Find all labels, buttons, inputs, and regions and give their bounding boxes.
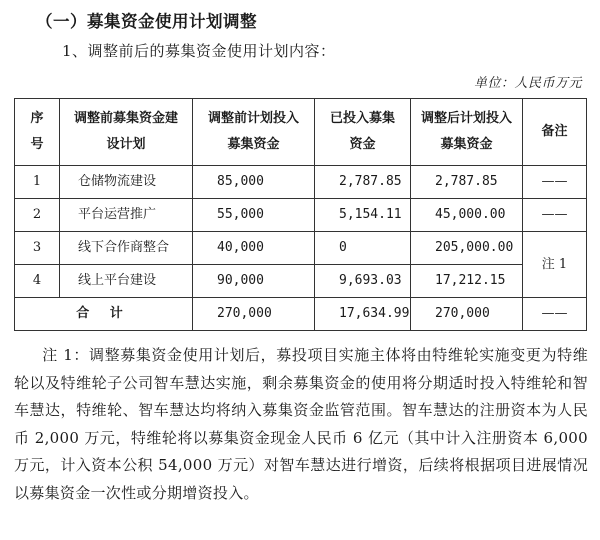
cell-invested: 0 — [315, 232, 411, 265]
header-before: 调整前计划投入募集资金 — [193, 99, 315, 166]
cell-invested: 2,787.85 — [315, 166, 411, 199]
fund-plan-table — [14, 98, 587, 331]
cell-remark-merged: 注 1 — [523, 232, 587, 298]
cell-project: 仓储物流建设 — [60, 166, 193, 199]
cell-after: 2,787.85 — [411, 166, 523, 199]
header-project: 调整前募集资金建设计划 — [60, 99, 193, 166]
cell-before: 55,000 — [193, 199, 315, 232]
table-header-row — [15, 99, 587, 166]
header-remark: 备注 — [523, 99, 587, 166]
cell-invested: 5,154.11 — [315, 199, 411, 232]
note-paragraph — [14, 342, 588, 507]
table-row — [15, 232, 587, 265]
cell-remark: —— — [523, 199, 587, 232]
cell-remark: —— — [523, 166, 587, 199]
cell-seq: 4 — [15, 265, 60, 298]
subtitle: 1、调整前后的募集资金使用计划内容： — [62, 42, 336, 60]
section-title: （一）募集资金使用计划调整 — [36, 12, 257, 31]
cell-after: 17,212.15 — [411, 265, 523, 298]
cell-seq: 2 — [15, 199, 60, 232]
cell-project: 线下合作商整合 — [60, 232, 193, 265]
header-after: 调整后计划投入募集资金 — [411, 99, 523, 166]
total-after: 270,000 — [411, 298, 523, 331]
cell-seq: 1 — [15, 166, 60, 199]
cell-before: 40,000 — [193, 232, 315, 265]
cell-after: 205,000.00 — [411, 232, 523, 265]
total-before: 270,000 — [193, 298, 315, 331]
cell-after: 45,000.00 — [411, 199, 523, 232]
cell-invested: 9,693.03 — [315, 265, 411, 298]
table-row — [15, 166, 587, 199]
total-remark: —— — [523, 298, 587, 331]
cell-project: 线上平台建设 — [60, 265, 193, 298]
table-row — [15, 199, 587, 232]
cell-project: 平台运营推广 — [60, 199, 193, 232]
cell-before: 90,000 — [193, 265, 315, 298]
table-row — [15, 265, 587, 298]
table-total-row — [15, 298, 587, 331]
note-text: 注 1：调整募集资金使用计划后，募投项目实施主体将由特维轮实施变更为特维轮以及特维轮子公司智车慧达实施，剩余募集资金的使用将分期适时投入特维轮和智车慧达，特维轮、智车慧达均将纳入募集资金监管范围。智车慧达的注册资本为人民币 2,000 万元，特维轮将以募集资金现金人民币 6 亿元（其中计入注册资本 6,000 万元，计入资本公积 54,000 万元）对智车慧达进行增资，后续将根据项目进展情况以募集资金一次性或分期增资投入。 — [14, 346, 588, 502]
total-invested: 17,634.99 — [315, 298, 411, 331]
cell-seq: 3 — [15, 232, 60, 265]
total-label: 合 计 — [15, 298, 193, 331]
unit-note: 单位：人民币万元 — [473, 76, 582, 91]
cell-before: 85,000 — [193, 166, 315, 199]
header-invested: 已投入募集资金 — [315, 99, 411, 166]
header-seq: 序号 — [15, 99, 60, 166]
